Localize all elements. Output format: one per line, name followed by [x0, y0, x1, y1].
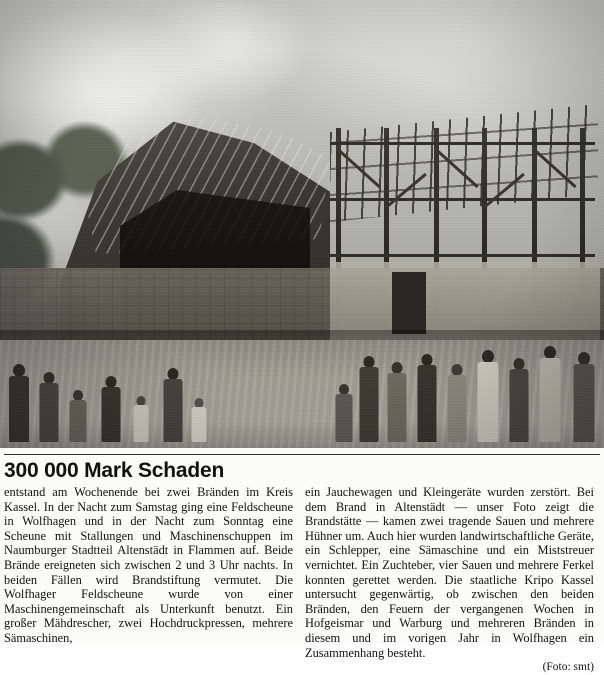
article-columns — [4, 485, 600, 675]
page-title: 300 000 Mark Schaden — [4, 459, 225, 482]
onlooker-figure — [386, 362, 408, 442]
onlooker-figure — [572, 352, 596, 442]
onlooker-figure — [68, 390, 88, 442]
onlooker-child-figure — [132, 396, 150, 442]
article-column-right — [305, 485, 594, 675]
article-column-left — [4, 485, 293, 675]
onlooker-figure — [416, 354, 438, 442]
onlooker-figure — [334, 384, 354, 442]
onlooker-figure — [446, 364, 468, 442]
divider-rule — [4, 454, 600, 455]
onlooker-figure — [38, 372, 60, 442]
onlooker-figure — [8, 364, 30, 442]
onlooker-figure — [508, 358, 530, 442]
barn-doorway — [392, 272, 426, 334]
onlooker-figure — [358, 356, 380, 442]
article-paragraph-left: entstand am Wochenende bei zwei Bränden im Kreis Kassel. In der Nacht zum Samstag ging eine Feldscheune in Wolfhagen und in der Nacht zum Sonntag eine Scheune mit Stallungen und Maschinenschuppen im Naumburger Stadtteil Altenstädt in Flammen auf. Beide Brände ereigneten sich zwischen 2 und 3 Uhr nachts. In beiden Fällen wird Brandstiftung vermutet. Die Wolfhager Feldscheune wurde von einer Maschinengemeinschaft als Unterkunft benutzt. Ein großer Mähdrescher, zwei Hochdruckpressen, mehrere Sämaschinen, — [4, 485, 293, 645]
photo-credit: (Foto: smt) — [542, 661, 594, 674]
article-paragraph-right: ein Jauchewagen und Kleingeräte wurden zerstört. Bei dem Brand in Altenstädt — unser Foto zeigt die Brandstätte — kamen zwei tragende Sauen und mehrere Hühner um. Auch hier wurden landwirtschaftliche Geräte, ein Schlepper, eine Sämaschine und ein Miststreuer vernichtet. Ein Zuchteber, vier Sauen und mehrere Ferkel konnten gerettet werden. Die staatliche Kripo Kassel untersucht gegenwärtig, ob zwischen den beiden Bränden, den Feuern der vergangenen Wochen in Hofgeismar und Warburg und mehreren Bränden in diesem und im vorigen Jahr in Wolfhagen ein Zusammenhang besteht. — [305, 485, 594, 660]
onlooker-figure — [162, 368, 184, 442]
onlooker-figure — [100, 376, 122, 442]
article-body — [0, 448, 604, 675]
onlooker-figure — [538, 346, 562, 442]
onlooker-child-figure — [190, 398, 208, 442]
onlooker-figure — [476, 350, 500, 442]
